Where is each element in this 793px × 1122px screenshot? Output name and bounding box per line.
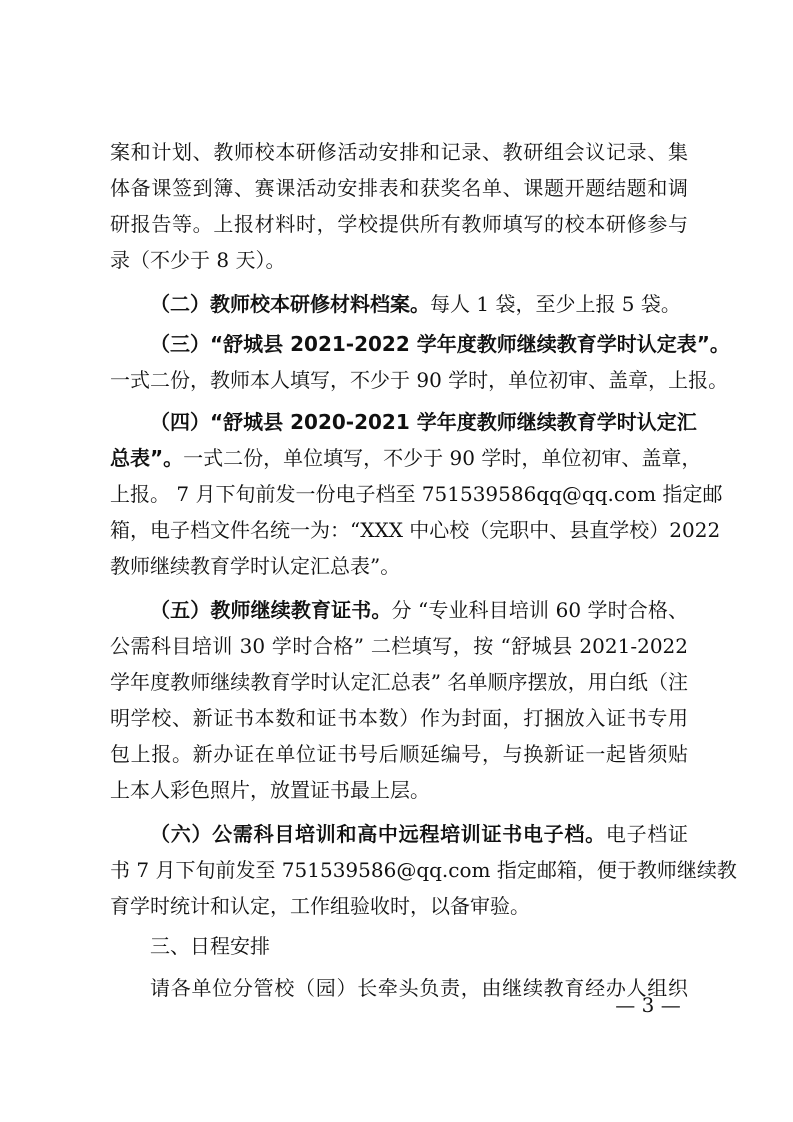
section-6-heading: （六）公需科目培训和高中远程培训证书电子档。 — [150, 822, 606, 846]
page-number: — 3 — — [615, 993, 681, 1017]
section-4-heading-end: 总表”。 — [110, 446, 184, 470]
body-line: 包上报。新办证在单位证书号后顺延编号，与换新证一起皆须贴 — [110, 742, 688, 766]
section-2-heading: （二）教师校本研修材料档案。 — [150, 292, 430, 316]
section-5-heading: （五）教师继续教育证书。 — [150, 598, 392, 622]
section-3-heading-line — [150, 326, 730, 362]
section-4-text: 一式二份，单位填写，不少于 90 学时，单位初审、盖章， — [183, 446, 702, 470]
section-heading-schedule: 三、日程安排 — [150, 934, 270, 958]
section-4-heading: （四）“舒城县 2020-2021 学年度教师继续教育学时认定汇 — [150, 410, 697, 434]
body-line: 书 7 月下旬前发至 751539586@qq.com 指定邮箱，便于教师继续教 — [110, 858, 737, 882]
section-2-text: 每人 1 袋，至少上报 5 袋。 — [430, 292, 681, 316]
section-4-heading-line — [150, 404, 697, 440]
section-4-line — [110, 440, 702, 476]
body-line: 学年度教师继续教育学时认定汇总表” 名单顺序摆放，用白纸（注 — [110, 670, 688, 694]
body-line: 体备课签到簿、赛课活动安排表和获奖名单、课题开题结题和调 — [110, 176, 688, 200]
body-line: 案和计划、教师校本研修活动安排和记录、教研组会议记录、集 — [110, 140, 688, 164]
body-line: 录（不少于 8 天）。 — [110, 248, 286, 272]
section-6-text: 电子档证 — [605, 822, 689, 846]
body-line: 明学校、新证书本数和证书本数）作为封面，打捆放入证书专用 — [110, 706, 688, 730]
body-line: 箱，电子档文件名统一为：“XXX 中心校（完职中、县直学校）2022 — [110, 518, 721, 542]
section-2-paragraph — [150, 286, 688, 322]
body-line: 教师继续教育学时认定汇总表”。 — [110, 554, 401, 578]
body-line: 育学时统计和认定，工作组验收时，以备审验。 — [110, 894, 530, 918]
section-5-text: 分 “专业科目培训 60 学时合格、 — [391, 598, 689, 622]
body-line: 上本人彩色照片，放置证书最上层。 — [110, 778, 430, 802]
body-line: 请各单位分管校（园）长牵头负责，由继续教育经办人组织 — [150, 976, 688, 1000]
section-5-paragraph — [150, 592, 688, 628]
body-line: 研报告等。上报材料时，学校提供所有教师填写的校本研修参与 — [110, 212, 688, 236]
section-6-paragraph — [150, 816, 688, 852]
body-line: 公需科目培训 30 学时合格” 二栏填写，按 “舒城县 2021-2022 — [110, 634, 688, 658]
section-3-heading: （三）“舒城县 2021-2022 学年度教师继续教育学时认定表”。 — [150, 332, 730, 356]
body-line: 一式二份，教师本人填写，不少于 90 学时，单位初审、盖章，上报。 — [110, 368, 729, 392]
body-line: 上报。 7 月下旬前发一份电子档至 751539586qq@qq.com 指定邮 — [110, 482, 723, 506]
